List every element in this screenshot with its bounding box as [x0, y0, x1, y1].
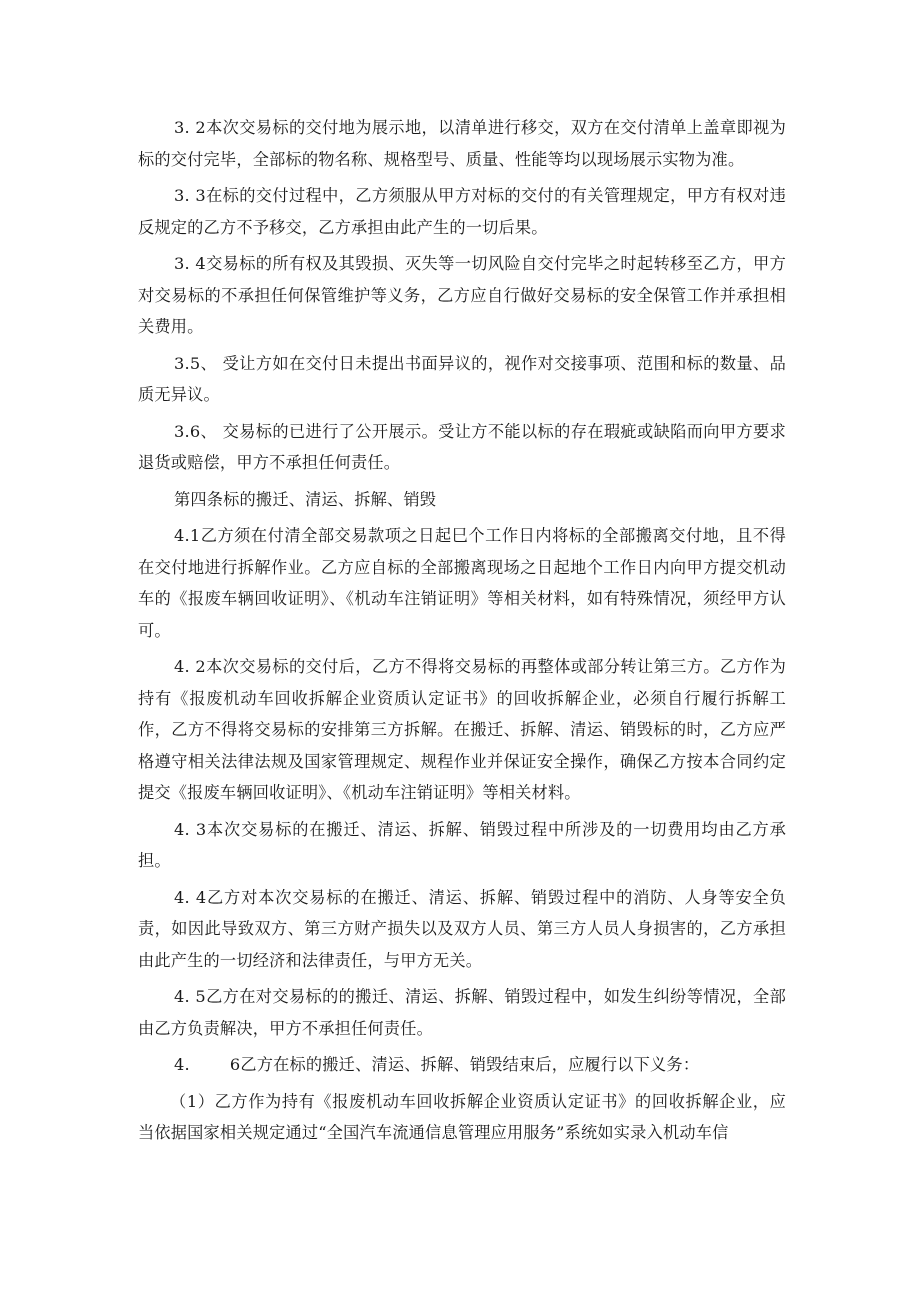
clause-4-1: 4.1乙方须在付清全部交易款项之日起巳个工作日内将标的全部搬离交付地，且不得在交付地进行拆解作业。乙方应自标的全部搬离现场之日起地个工作日内向甲方提交机动车的《报废车辆回收证明》、《机动车注销证明》等相关材料，如有特殊情况，须经甲方认可。	[138, 526, 786, 640]
clause-3-2: 3. 2本次交易标的交付地为展示地，以清单进行移交，双方在交付清单上盖章即视为标的交付完毕，全部标的物名称、规格型号、质量、性能等均以现场展示实物为准。	[138, 118, 786, 169]
clause-4-6	[138, 1049, 786, 1081]
clause-3-5: 3.5、 受让方如在交付日未提出书面异议的，视作对交接事项、范围和标的数量、品质无异议。	[138, 353, 786, 404]
clause-4-3: 4. 3本次交易标的在搬迁、清运、拆解、销毁过程中所涉及的一切费用均由乙方承担。	[138, 819, 786, 870]
clause-4-6-item-1: （1）乙方作为持有《报废机动车回收拆解企业资质认定证书》的回收拆解企业，应当依据国家相关规定通过“全国汽车流通信息管理应用服务”系统如实录入机动车信	[138, 1091, 786, 1142]
clause-3-4: 3. 4交易标的所有权及其毁损、灭失等一切风险自交付完毕之时起转移至乙方，甲方对交易标的不承担任何保管维护等义务，乙方应自行做好交易标的安全保管工作并承担相关费用。	[138, 254, 786, 336]
clause-4-2: 4. 2本次交易标的交付后，乙方不得将交易标的再整体或部分转让第三方。乙方作为持有《报废机动车回收拆解企业资质认定证书》的回收拆解企业，必须自行履行拆解工作，乙方不得将交易标的安排第三方拆解。在搬迁、拆解、清运、销毁标的时，乙方应严格遵守相关法律法规及国家管理规定、规程作业并保证安全操作，确保乙方按本合同约定提交《报废车辆回收证明》、《机动车注销证明》等相关材料。	[138, 657, 786, 802]
clause-4-6-text: 6乙方在标的搬迁、清运、拆解、销毁结束后，应履行以下义务：	[229, 1055, 700, 1074]
clause-3-3: 3. 3在标的交付过程中，乙方须服从甲方对标的交付的有关管理规定，甲方有权对违反规定的乙方不予移交，乙方承担由此产生的一切后果。	[138, 186, 786, 237]
document-page	[138, 112, 786, 1149]
clause-4-4: 4. 4乙方对本次交易标的在搬迁、清运、拆解、销毁过程中的消防、人身等安全负责，如因此导致双方、第三方财产损失以及双方人员、第三方人员人身损害的，乙方承担由此产生的一切经济和法律责任，与甲方无关。	[138, 887, 786, 970]
clause-4-6-number: 4.	[174, 1055, 190, 1074]
section-4-heading: 第四条标的搬迁、清运、拆解、销毁	[174, 489, 437, 509]
clause-4-5: 4. 5乙方在对交易标的的搬迁、清运、拆解、销毁过程中，如发生纠纷等情况，全部由乙方负责解决，甲方不承担任何责任。	[138, 987, 786, 1038]
clause-3-6: 3.6、 交易标的已进行了公开展示。受让方不能以标的存在瑕疵或缺陷而向甲方要求退货或赔偿，甲方不承担任何责任。	[138, 421, 786, 472]
